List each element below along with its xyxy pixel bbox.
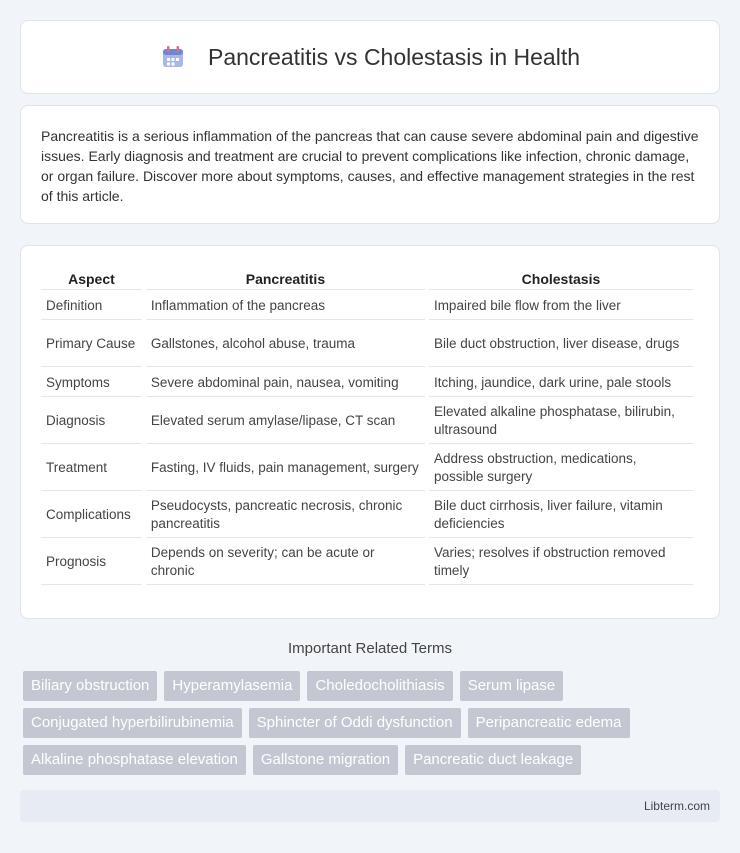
column-header-cholestasis: Cholestasis (429, 268, 693, 290)
related-terms-list (23, 671, 703, 775)
term-tag[interactable]: Choledocholithiasis (307, 671, 452, 701)
intro-text: Pancreatitis is a serious inflammation of the pancreas that can cause severe abdominal pain and digestive issues. Early diagnosis and treatment are crucial to prevent complications like infection, chronic damage, or organ failure. Discover more about symptoms, causes, and effective management strategies in the rest of this article. (41, 128, 699, 204)
table-cell: Diagnosis (41, 399, 142, 444)
term-tag[interactable]: Conjugated hyperbilirubinemia (23, 708, 242, 738)
table-row (41, 292, 693, 320)
table-cell: Definition (41, 292, 142, 320)
table-cell: Gallstones, alcohol abuse, trauma (146, 322, 425, 367)
table-cell: Depends on severity; can be acute or chronic (146, 540, 425, 585)
intro-card (20, 105, 720, 224)
column-header-aspect: Aspect (41, 268, 142, 290)
comparison-card (20, 245, 720, 619)
table-cell: Bile duct obstruction, liver disease, drugs (429, 322, 693, 367)
table-cell: Address obstruction, medications, possible surgery (429, 446, 693, 491)
footer-site-link[interactable]: Libterm.com (643, 799, 710, 813)
term-tag[interactable]: Pancreatic duct leakage (405, 745, 581, 775)
table-row (41, 446, 693, 491)
table-cell: Varies; resolves if obstruction removed timely (429, 540, 693, 585)
table-cell: Inflammation of the pancreas (146, 292, 425, 320)
table-cell: Elevated alkaline phosphatase, bilirubin, ultrasound (429, 399, 693, 444)
related-terms-title: Important Related Terms (288, 640, 452, 657)
table-cell: Severe abdominal pain, nausea, vomiting (146, 369, 425, 397)
term-tag[interactable]: Serum lipase (460, 671, 564, 701)
title-card (20, 20, 720, 94)
table-cell: Symptoms (41, 369, 142, 397)
table-cell: Itching, jaundice, dark urine, pale stools (429, 369, 693, 397)
table-row (41, 399, 693, 444)
footer (20, 790, 720, 822)
column-header-pancreatitis: Pancreatitis (146, 268, 425, 290)
comparison-table (37, 266, 697, 587)
table-cell: Elevated serum amylase/lipase, CT scan (146, 399, 425, 444)
table-row (41, 322, 693, 367)
table-header-row (41, 268, 693, 290)
table-cell: Fasting, IV fluids, pain management, surgery (146, 446, 425, 491)
calendar-icon (160, 44, 186, 70)
table-cell: Primary Cause (41, 322, 142, 367)
table-row (41, 493, 693, 538)
page-title: Pancreatitis vs Cholestasis in Health (208, 43, 580, 70)
table-cell: Prognosis (41, 540, 142, 585)
table-cell: Bile duct cirrhosis, liver failure, vitamin deficiencies (429, 493, 693, 538)
term-tag[interactable]: Peripancreatic edema (468, 708, 630, 738)
table-cell: Pseudocysts, pancreatic necrosis, chronic pancreatitis (146, 493, 425, 538)
table-cell: Complications (41, 493, 142, 538)
term-tag[interactable]: Hyperamylasemia (164, 671, 300, 701)
term-tag[interactable]: Sphincter of Oddi dysfunction (249, 708, 461, 738)
table-row (41, 540, 693, 585)
term-tag[interactable]: Alkaline phosphatase elevation (23, 745, 246, 775)
table-cell: Impaired bile flow from the liver (429, 292, 693, 320)
term-tag[interactable]: Biliary obstruction (23, 671, 157, 701)
table-row (41, 369, 693, 397)
term-tag[interactable]: Gallstone migration (253, 745, 398, 775)
table-cell: Treatment (41, 446, 142, 491)
